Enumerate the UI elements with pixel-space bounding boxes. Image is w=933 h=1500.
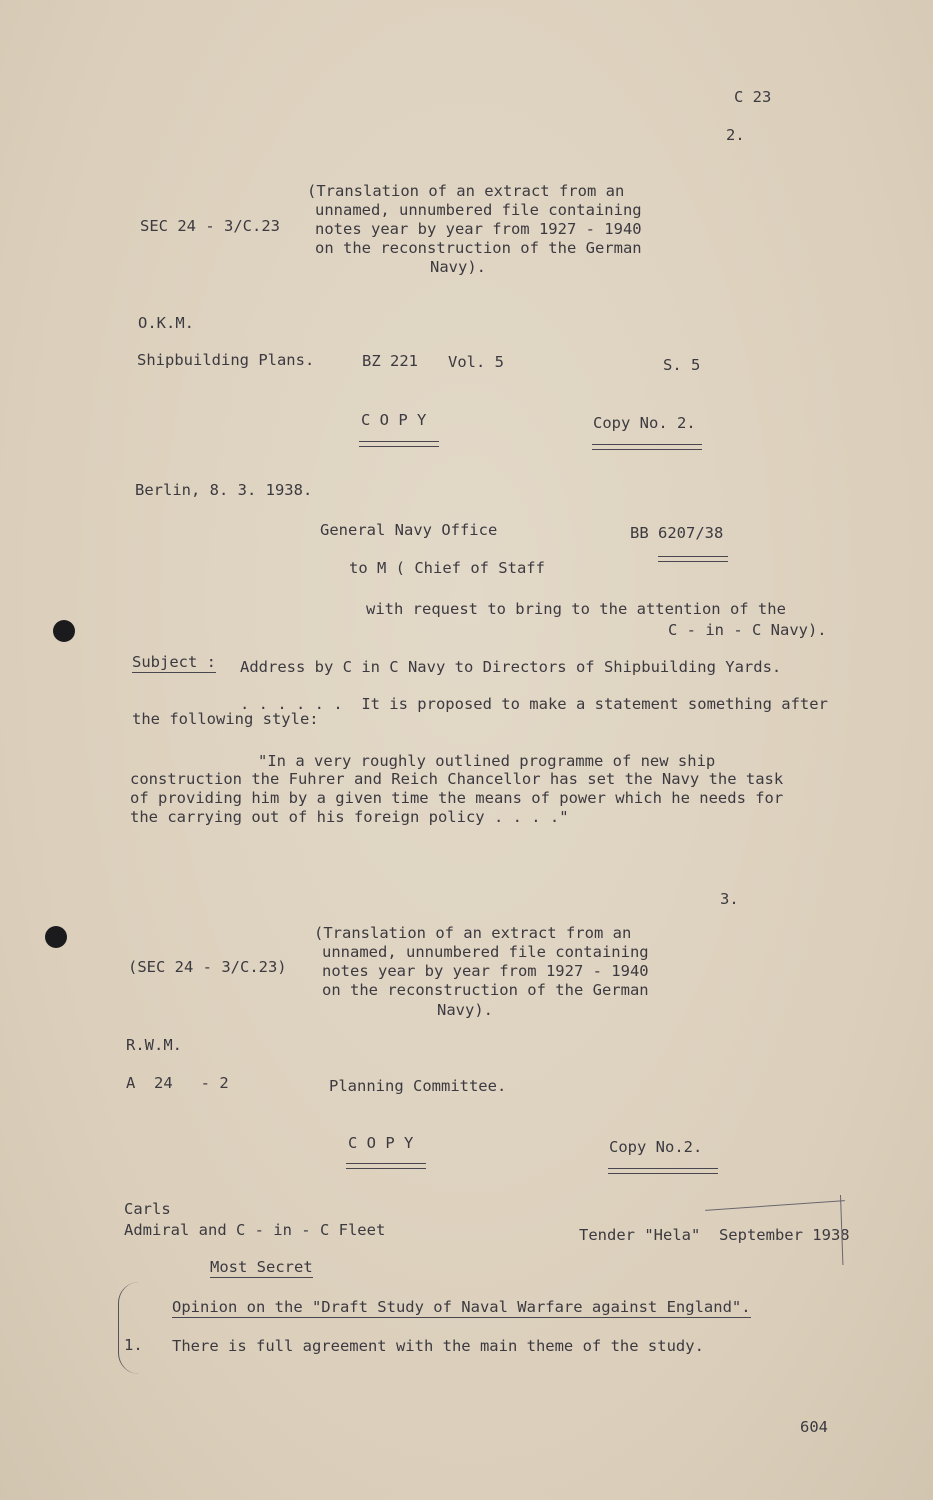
s-number: S. 5	[663, 356, 701, 374]
sender-title: Admiral and C - in - C Fleet	[124, 1221, 386, 1239]
request-line-1: with request to bring to the attention of the	[366, 600, 786, 618]
document-ref-code: C 23	[734, 88, 772, 106]
letter-date: Berlin, 8. 3. 1938.	[135, 481, 313, 499]
translation-note-line: (Translation of an extract from an	[314, 924, 632, 942]
quote-line: construction the Fuhrer and Reich Chancellor has set the Navy the task	[130, 770, 784, 788]
copy-underline	[359, 441, 439, 447]
body-line-2: the following style:	[132, 710, 319, 728]
okm-label: O.K.M.	[138, 314, 194, 332]
copy-label: C O P Y	[361, 411, 427, 429]
translation-note-line: on the reconstruction of the German	[322, 981, 649, 999]
translation-note-line: Navy).	[437, 1001, 493, 1019]
punch-hole-top	[53, 620, 75, 642]
subject-label: Subject :	[132, 653, 216, 671]
recipient: to M ( Chief of Staff	[349, 559, 545, 577]
tender-date: Tender "Hela" September 1938	[579, 1226, 850, 1244]
shipbuilding-plans: Shipbuilding Plans.	[137, 351, 315, 369]
classification: Most Secret	[210, 1258, 313, 1276]
stamp-number: 604	[800, 1418, 828, 1436]
handwritten-mark	[705, 1200, 845, 1211]
translation-note-line: unnamed, unnumbered file containing	[315, 201, 642, 219]
translation-note-line: Navy).	[430, 258, 486, 276]
item-text: There is full agreement with the main theme of the study.	[172, 1337, 704, 1355]
item-number: 1.	[124, 1336, 143, 1354]
request-line-2: C - in - C Navy).	[668, 621, 827, 639]
volume: Vol. 5	[448, 353, 504, 371]
planning-committee: Planning Committee.	[329, 1077, 507, 1095]
quote-line: of providing him by a given time the means of power which he needs for	[130, 789, 784, 807]
bz-reference: BZ 221	[362, 352, 418, 370]
copy-label-2: C O P Y	[348, 1134, 414, 1152]
copy-underline-2	[346, 1163, 426, 1169]
copy-number: Copy No. 2.	[593, 414, 696, 432]
a-reference: A 24 - 2	[126, 1074, 229, 1092]
translation-note-line: unnamed, unnumbered file containing	[322, 943, 649, 961]
opinion-title: Opinion on the "Draft Study of Naval Warfare against England".	[172, 1298, 751, 1316]
body-line-1: . . . . . . It is proposed to make a statement something after	[240, 695, 828, 713]
copy-number-underline-2	[608, 1168, 718, 1174]
punch-hole-bottom	[45, 926, 67, 948]
sender: General Navy Office	[320, 521, 498, 539]
copy-number-2: Copy No.2.	[609, 1138, 703, 1156]
sec-reference-2: (SEC 24 - 3/C.23)	[128, 958, 287, 976]
translation-note-line: notes year by year from 1927 - 1940	[322, 962, 649, 980]
translation-note-line: on the reconstruction of the German	[315, 239, 642, 257]
quote-line: "In a very roughly outlined programme of new ship	[258, 752, 716, 770]
rwm-label: R.W.M.	[126, 1036, 182, 1054]
bb-reference: BB 6207/38	[630, 524, 724, 542]
margin-bracket	[118, 1282, 139, 1374]
quote-line: the carrying out of his foreign policy . . . ."	[130, 808, 569, 826]
translation-note-line: (Translation of an extract from an	[307, 182, 625, 200]
sec-reference: SEC 24 - 3/C.23	[140, 217, 280, 235]
sender-name: Carls	[124, 1200, 171, 1218]
page-number: 2.	[726, 126, 745, 144]
translation-note-line: notes year by year from 1927 - 1940	[315, 220, 642, 238]
page-number-2: 3.	[720, 890, 739, 908]
bb-reference-underline	[658, 556, 728, 562]
subject-text: Address by C in C Navy to Directors of Shipbuilding Yards.	[240, 658, 782, 676]
copy-number-underline	[592, 444, 702, 450]
